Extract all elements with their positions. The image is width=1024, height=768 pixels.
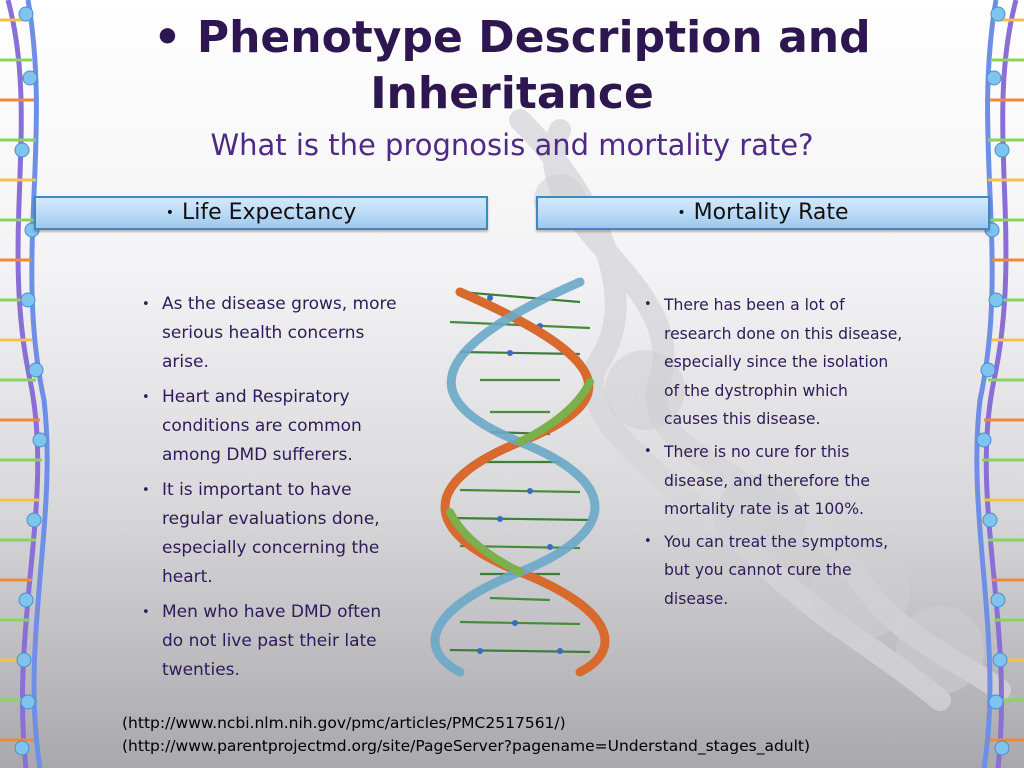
- list-item: • It is important to have regular evaluations done, especially concerning the heart.: [140, 476, 400, 592]
- list-item: • You can treat the symptoms, but you cannot cure the disease.: [642, 528, 904, 614]
- reference-link: (http://www.ncbi.nlm.nih.gov/pmc/articles/PMC2517561/): [122, 714, 566, 732]
- bullet-icon: •: [165, 205, 174, 221]
- life-expectancy-list: [140, 290, 400, 691]
- references: [122, 712, 810, 758]
- dna-strand-icon: [964, 0, 1024, 768]
- mortality-rate-list: [642, 291, 904, 618]
- list-item: • Men who have DMD often do not live past their late twenties.: [140, 598, 400, 685]
- bullet-icon: •: [677, 205, 686, 221]
- list-item: • There has been a lot of research done on this disease, especially since the isolation of the dystrophin which causes this disease.: [642, 291, 904, 434]
- life-expectancy-header: [34, 196, 488, 230]
- mortality-rate-header: [536, 196, 990, 230]
- life-expectancy-label: Life Expectancy: [181, 200, 357, 225]
- slide-title: • Phenotype Description and Inheritance: [153, 12, 871, 119]
- mortality-rate-label: Mortality Rate: [693, 200, 849, 225]
- list-item: • Heart and Respiratory conditions are common among DMD sufferers.: [140, 383, 400, 470]
- list-item: • As the disease grows, more serious health concerns arise.: [140, 290, 400, 377]
- slide-subtitle: What is the prognosis and mortality rate?: [210, 128, 814, 162]
- dna-strand-icon: [0, 0, 60, 768]
- list-item: • There is no cure for this disease, and therefore the mortality rate is at 100%.: [642, 438, 904, 524]
- dna-double-helix-icon: [420, 262, 620, 682]
- reference-link: (http://www.parentprojectmd.org/site/PageServer?pagename=Understand_stages_adult): [122, 737, 811, 755]
